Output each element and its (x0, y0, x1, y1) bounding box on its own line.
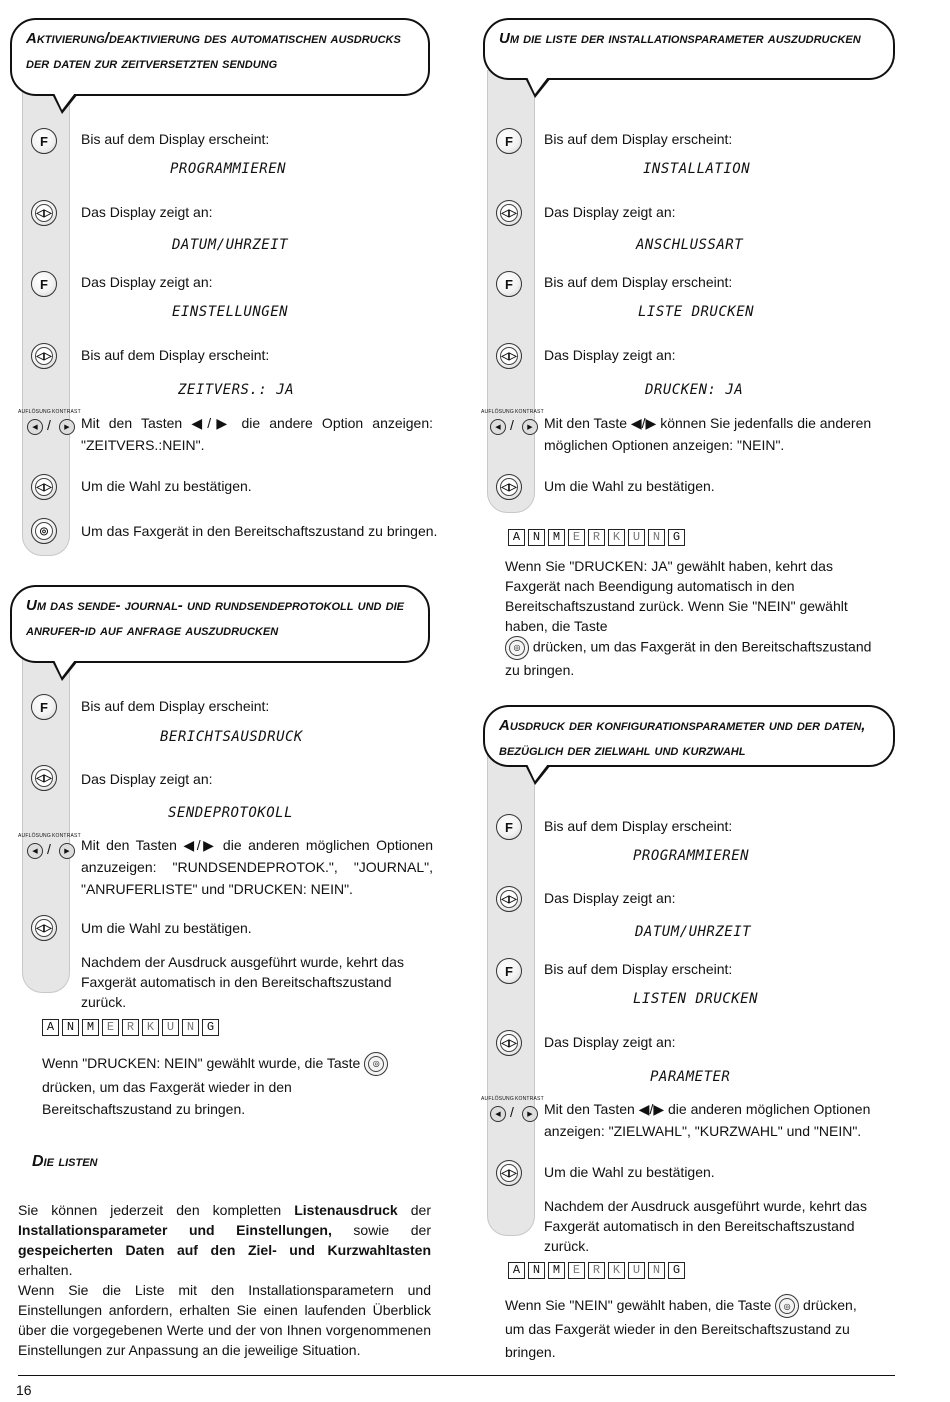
function-key-icon: F (31, 271, 57, 297)
display-text: BERICHTSAUSDRUCK (160, 729, 303, 745)
note-heading (42, 1019, 219, 1036)
step-text: Bis auf dem Display erscheint: (544, 961, 733, 977)
display-text: INSTALLATION (643, 161, 751, 177)
section-title: Um das sende- journal- und rundsendeprotokoll und die anrufer-id auf anfrage auszudrucken (26, 597, 404, 639)
step-text: Bis auf dem Display erscheint: (544, 274, 733, 290)
note-letter-box: A (508, 529, 525, 546)
note-letter-box: E (102, 1019, 119, 1036)
step-text: Mit den Tasten ◀/▶ die anderen möglichen Optionen anzuzeigen: "RUNDSENDEPROTOK.", "JOURNAL", "ANRUFERLISTE" und "DRUCKEN: NEIN". (81, 837, 433, 897)
note-letter-box: M (548, 529, 565, 546)
function-key-icon: F (496, 128, 522, 154)
display-text: PARAMETER (650, 1069, 731, 1085)
note-letter-box: N (528, 529, 545, 546)
note-letter-box: E (568, 529, 585, 546)
step-text: Das Display zeigt an: (81, 204, 213, 220)
note-letter-box: M (82, 1019, 99, 1036)
step-text: Das Display zeigt an: (81, 771, 213, 787)
step-text: Mit den Taste ◀/▶ können Sie jedenfalls die anderen möglichen Optionen anzeigen: "NEIN". (544, 415, 872, 453)
note-letter-box: R (588, 1262, 605, 1279)
resolution-contrast-keys-icon: AUFLÖSUNG KONTRAST ◀ / ▶ (481, 1096, 544, 1120)
note-letter-box: U (162, 1019, 179, 1036)
note-letter-box: U (628, 529, 645, 546)
display-text: ZEITVERS.: JA (178, 382, 295, 398)
note-letter-box: N (182, 1019, 199, 1036)
ok-key-icon: ◁▷ (496, 474, 522, 500)
step-text: Um die Wahl zu bestätigen. (81, 920, 252, 936)
resolution-contrast-keys-icon: AUFLÖSUNG KONTRAST ◀ / ▶ (481, 409, 544, 433)
display-text: PROGRAMMIEREN (170, 161, 287, 177)
step-text: Bis auf dem Display erscheint: (81, 131, 270, 147)
display-text: ANSCHLUSSART (636, 237, 744, 253)
display-text: PROGRAMMIEREN (633, 848, 750, 864)
note-letter-box: N (62, 1019, 79, 1036)
display-text: DATUM/UHRZEIT (172, 237, 289, 253)
section-heading: Die listen (32, 1153, 98, 1170)
note-letter-box: K (608, 1262, 625, 1279)
ok-key-icon: ◁▷ (496, 200, 522, 226)
step-text: Nachdem der Ausdruck ausgeführt wurde, kehrt das Faxgerät automatisch in den Bereitschaftszustand zurück. (544, 1198, 867, 1254)
display-text: LISTEN DRUCKEN (633, 991, 759, 1007)
display-text: SENDEPROTOKOLL (168, 805, 294, 821)
note-heading (508, 529, 685, 546)
stop-key-icon: ◎ (505, 636, 529, 660)
note-letter-box: G (668, 1262, 685, 1279)
step-text: Bis auf dem Display erscheint: (81, 698, 270, 714)
resolution-contrast-keys-icon: AUFLÖSUNG KONTRAST ◀ / ▶ (18, 409, 81, 433)
function-key-icon: F (31, 128, 57, 154)
step-text: Bis auf dem Display erscheint: (544, 131, 733, 147)
note-letter-box: N (528, 1262, 545, 1279)
section-title-bubble (483, 18, 895, 80)
step-text: Das Display zeigt an: (81, 274, 213, 290)
note-letter-box: G (668, 529, 685, 546)
step-text: Das Display zeigt an: (544, 1034, 676, 1050)
display-text: LISTE DRUCKEN (638, 304, 755, 320)
display-text: DATUM/UHRZEIT (635, 924, 752, 940)
step-text: Das Display zeigt an: (544, 890, 676, 906)
ok-key-icon: ◁▷ (496, 1160, 522, 1186)
note-heading (508, 1262, 685, 1279)
ok-key-icon: ◁▷ (31, 474, 57, 500)
note-letter-box: G (202, 1019, 219, 1036)
ok-key-icon: ◁▷ (496, 1030, 522, 1056)
section-title-bubble (10, 18, 430, 96)
function-key-icon: F (496, 814, 522, 840)
note-letter-box: R (588, 529, 605, 546)
section-title-bubble (483, 705, 895, 767)
step-text: Das Display zeigt an: (544, 204, 676, 220)
lists-paragraph: Sie können jederzeit den kompletten Listenausdruck der Installationsparameter und Einstellungen, sowie der gespeicherten Daten auf den Ziel- und Kurzwahltasten erhalten. Wenn Sie die Liste mit den Installationsparametern und Einstellungen anfordern, erhalten Sie einen laufenden Überblick über die vorgegebenen Werte und der von Ihnen vorgenommenen Einstellungen zur Anpassung an die jeweilige Situation. (18, 1202, 431, 1358)
page-number: 16 (16, 1382, 32, 1398)
note-letter-box: E (568, 1262, 585, 1279)
ok-key-icon: ◁▷ (31, 765, 57, 791)
step-text: Um die Wahl zu bestätigen. (81, 478, 252, 494)
note-text: Wenn Sie "DRUCKEN: JA" gewählt haben, kehrt das Faxgerät nach Beendigung automatisch in den Bereitschaftszustand zurück. Wenn Sie "NEIN" gewählt haben, die Taste ◎ drücken, um das Faxgerät in den Bereitschaftszustand zu bringen. (505, 558, 872, 678)
section-title: Ausdruck der konfigurationsparameter und der daten, bezüglich der zielwahl und kurzwahl (499, 717, 866, 759)
stop-key-icon: ◎ (31, 518, 57, 544)
note-text: Wenn "DRUCKEN: NEIN" gewählt wurde, die Taste ◎ drücken, um das Faxgerät wieder in den Bereitschaftszustand zu bringen. (42, 1052, 412, 1120)
step-text: Bis auf dem Display erscheint: (81, 347, 270, 363)
stop-key-icon: ◎ (364, 1052, 388, 1076)
ok-key-icon: ◁▷ (496, 343, 522, 369)
step-text: Mit den Tasten ◀/▶ die anderen möglichen Optionen anzeigen: "ZIELWAHL", "KURZWAHL" und "NEIN". (544, 1101, 871, 1139)
ok-key-icon: ◁▷ (31, 200, 57, 226)
function-key-icon: F (31, 694, 57, 720)
step-text: Mit den Tasten ◀/▶ die andere Option anzeigen: "ZEITVERS.:NEIN". (81, 415, 433, 453)
step-text: Um die Wahl zu bestätigen. (544, 478, 715, 494)
ok-key-icon: ◁▷ (31, 915, 57, 941)
function-key-icon: F (496, 271, 522, 297)
note-letter-box: U (628, 1262, 645, 1279)
note-letter-box: N (648, 1262, 665, 1279)
display-text: EINSTELLUNGEN (172, 304, 289, 320)
step-text: Bis auf dem Display erscheint: (544, 818, 733, 834)
note-letter-box: R (122, 1019, 139, 1036)
footer-rule (18, 1375, 895, 1376)
step-text: Das Display zeigt an: (544, 347, 676, 363)
note-letter-box: K (142, 1019, 159, 1036)
note-letter-box: A (508, 1262, 525, 1279)
step-text: Um das Faxgerät in den Bereitschaftszustand zu bringen. (81, 523, 438, 539)
stop-key-icon: ◎ (775, 1294, 799, 1318)
section-title-bubble (10, 585, 430, 663)
note-letter-box: N (648, 529, 665, 546)
note-letter-box: A (42, 1019, 59, 1036)
step-text: Um die Wahl zu bestätigen. (544, 1164, 715, 1180)
step-text: Nachdem der Ausdruck ausgeführt wurde, kehrt das Faxgerät automatisch in den Bereitschaftszustand zurück. (81, 954, 404, 1010)
ok-key-icon: ◁▷ (31, 343, 57, 369)
function-key-icon: F (496, 958, 522, 984)
note-text: Wenn Sie "NEIN" gewählt haben, die Taste ◎ drücken, um das Faxgerät wieder in den Bereitschaftszustand zu bringen. (505, 1294, 875, 1364)
section-title: Um die liste der installationsparameter auszudrucken (499, 30, 861, 47)
display-text: DRUCKEN: JA (645, 382, 744, 398)
resolution-contrast-keys-icon: AUFLÖSUNG KONTRAST ◀ / ▶ (18, 833, 81, 857)
ok-key-icon: ◁▷ (496, 886, 522, 912)
note-letter-box: M (548, 1262, 565, 1279)
note-letter-box: K (608, 529, 625, 546)
section-title: Aktivierung/deaktivierung des automatischen ausdrucks der daten zur zeitversetzten sendung (26, 30, 401, 72)
